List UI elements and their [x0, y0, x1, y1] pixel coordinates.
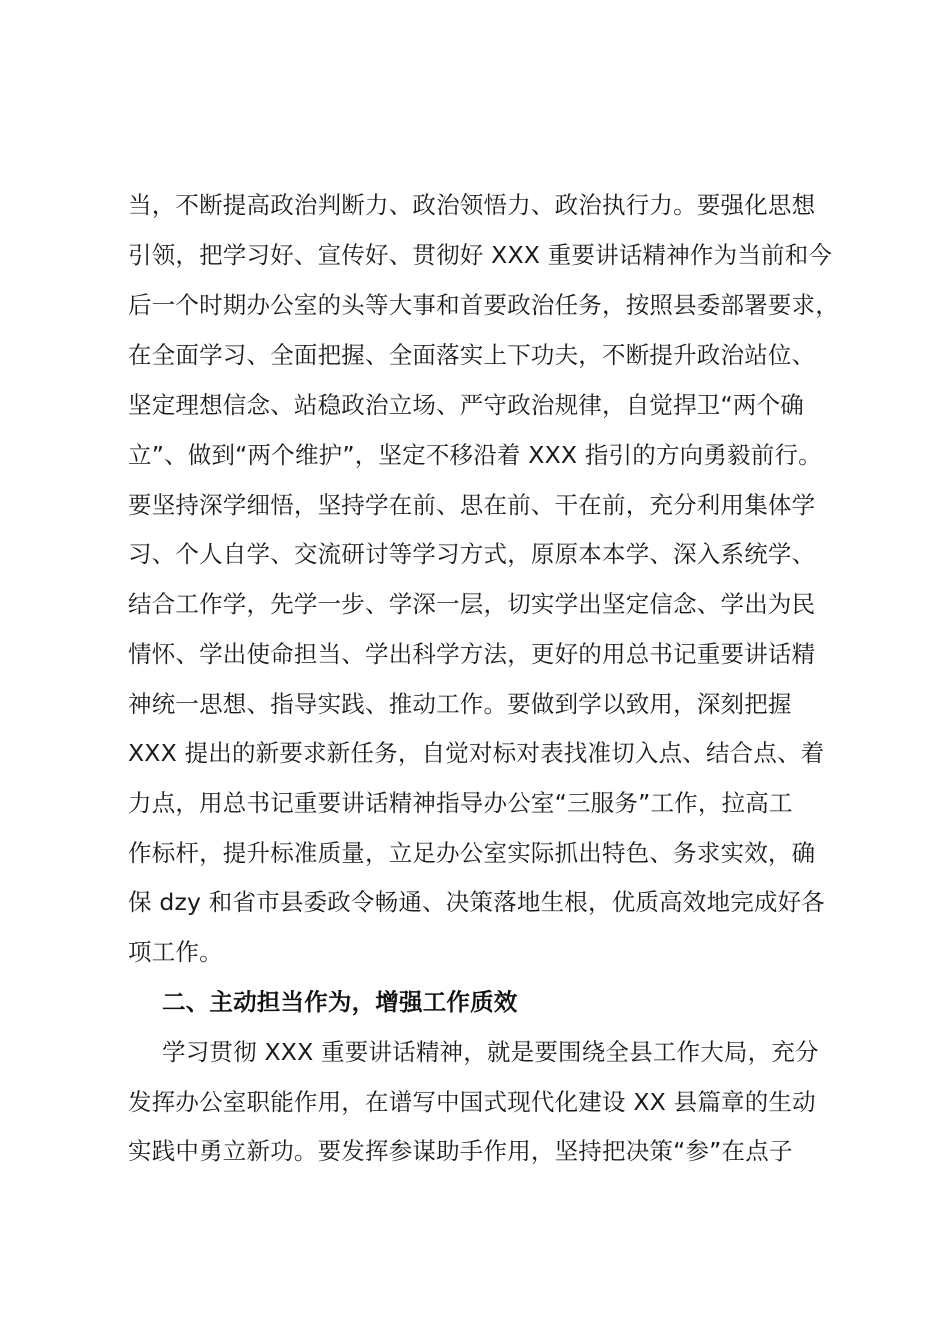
- paragraph-line: XXX 提出的新要求新任务，自觉对标对表找准切入点、结合点、着: [128, 739, 825, 767]
- paragraph-line: 结合工作学，先学一步、学深一层，切实学出坚定信念、学出为民: [128, 590, 816, 618]
- paragraph-line: 情怀、学出使命担当、学出科学方法，更好的用总书记重要讲话精: [128, 640, 816, 668]
- paragraph-line: 后一个时期办公室的头等大事和首要政治任务，按照县委部署要求，: [128, 291, 839, 319]
- paragraph-line: 坚定理想信念、站稳政治立场、严守政治规律，自觉捍卫“两个确: [128, 391, 804, 419]
- paragraph-line: 学习贯彻 XXX 重要讲话精神，就是要围绕全县工作大局，充分: [162, 1038, 819, 1066]
- paragraph-line: 神统一思想、指导实践、推动工作。要做到学以致用，深刻把握: [128, 690, 792, 718]
- paragraph-line: 当，不断提高政治判断力、政治领悟力、政治执行力。要强化思想: [128, 191, 816, 219]
- paragraph-line: 要坚持深学细悟，坚持学在前、思在前、干在前，充分利用集体学: [128, 491, 816, 519]
- paragraph-line: 发挥办公室职能作用，在谱写中国式现代化建设 XX 县篇章的生动: [128, 1088, 816, 1116]
- paragraph-line: 实践中勇立新功。要发挥参谋助手作用，坚持把决策“参”在点子: [128, 1137, 793, 1165]
- paragraph-line: 保 dzy 和省市县委政令畅通、决策落地生根，优质高效地完成好各: [128, 888, 825, 916]
- paragraph-line: 作标杆，提升标准质量，立足办公室实际抓出特色、务求实效，确: [128, 839, 816, 867]
- paragraph-line: 在全面学习、全面把握、全面落实上下功夫，不断提升政治站位、: [128, 341, 816, 369]
- paragraph-line: 引领，把学习好、宣传好、贯彻好 XXX 重要讲话精神作为当前和今: [128, 241, 833, 269]
- paragraph-line: 习、个人自学、交流研讨等学习方式，原原本本学、深入系统学、: [128, 540, 816, 568]
- section-heading: 二、主动担当作为，增强工作质效: [162, 988, 518, 1016]
- paragraph-line: 力点，用总书记重要讲话精神指导办公室“三服务”工作，拉高工: [128, 789, 793, 817]
- paragraph-line: 立”、做到“两个维护”，坚定不移沿着 XXX 指引的方向勇毅前行。: [128, 441, 822, 469]
- paragraph-line: 项工作。: [128, 938, 223, 966]
